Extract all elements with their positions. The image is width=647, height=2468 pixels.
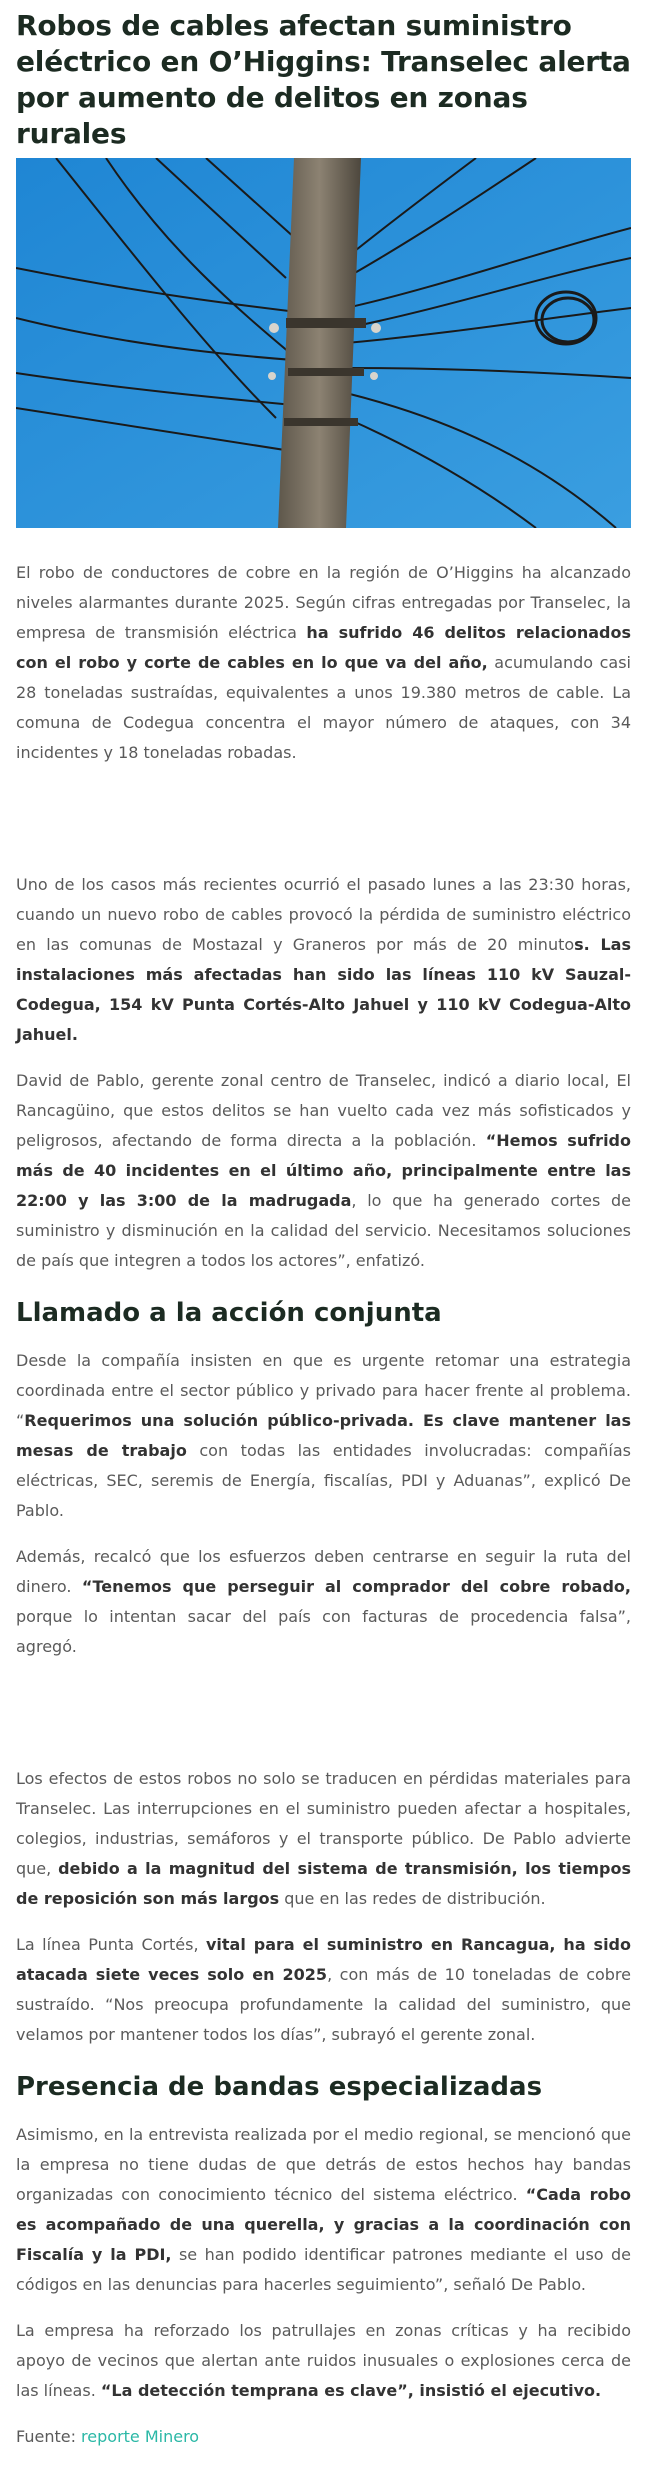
paragraph-6: Los efectos de estos robos no solo se traducen en pérdidas materiales para Transelec. Las interrupciones en el suministro pueden afectar a hospitales, colegios, industrias, semáforos y el transporte público. De Pablo advierte que, debido a la magnitud del sistema de transmisión, los tiempos de reposición son más largos que en las redes de distribución. [16,1769,632,1908]
paragraph-7: La línea Punta Cortés, vital para el suministro en Rancagua, ha sido atacada siete veces solo en 2025, con más de 10 toneladas de cobre sustraído. “Nos preocupa profundamente la calidad del suministro, que velamos por mantener todos los días”, subrayó el gerente zonal. [16,1935,632,2044]
paragraph-9: La empresa ha reforzado los patrullajes en zonas críticas y ha recibido apoyo de vecinos que alertan ante ruidos inusuales o explosiones cerca de las líneas. “La detección temprana es clave”, insistió el ejecutivo. [16,2321,631,2400]
paragraph-4: Desde la compañía insisten en que es urgente retomar una estrategia coordinada entre el sector público y privado para hacer frente al problema. “Requerimos una solución público-privada. Es clave mantener las mesas de trabajo con todas las entidades involucradas: compañías eléctricas, SEC, seremis de Energía, fiscalías, PDI y Aduanas”, explicó De Pablo. [16,1351,632,1520]
section-heading-specialized-gangs: Presencia de bandas especializadas [16,2072,543,2102]
article-title: Robos de cables afectan suministro eléctrico en O’Higgins: Transelec alerta por aumento de delitos en zonas rurales [16,9,631,150]
hero-image [16,158,631,528]
paragraph-8: Asimismo, en la entrevista realizada por el medio regional, se mencionó que la empresa no tiene dudas de que detrás de estos hechos hay bandas organizadas con conocimiento técnico del sistema eléctrico. “Cada robo es acompañado de una querella, y gracias a la coordinación con Fiscalía y la PDI, se han podido identificar patrones mediante el uso de códigos en las denuncias para hacerles seguimiento”, señaló De Pablo. [16,2125,632,2294]
paragraph-1: El robo de conductores de cobre en la región de O’Higgins ha alcanzado niveles alarmantes durante 2025. Según cifras entregadas por Transelec, la empresa de transmisión eléctrica ha sufrido 46 delitos relacionados con el robo y corte de cables en lo que va del año, acumulando casi 28 toneladas sustraídas, equivalentes a unos 19.380 metros de cable. La comuna de Codegua concentra el mayor número de ataques, con 34 incidentes y 18 toneladas robadas. [16,563,632,762]
paragraph-5: Además, recalcó que los esfuerzos deben centrarse en seguir la ruta del dinero. “Tenemos que perseguir al comprador del cobre robado, porque lo intentan sacar del país con facturas de procedencia falsa”, agregó. [16,1547,631,1656]
paragraph-3: David de Pablo, gerente zonal centro de Transelec, indicó a diario local, El Rancagüino, que estos delitos se han vuelto cada vez más sofisticados y peligrosos, afectando de forma directa a la población. “Hemos sufrido más de 40 incidentes en el último año, principalmente entre las 22:00 y las 3:00 de la madrugada, lo que ha generado cortes de suministro y disminución en la calidad del servicio. Necesitamos soluciones de país que integren a todos los actores”, enfatizó. [16,1071,632,1270]
source-link[interactable]: reporte Minero [81,2427,200,2446]
spacer [16,784,631,870]
source-line: Fuente: reporte Minero [16,2427,200,2446]
spacer [16,1678,631,1764]
paragraph-2: Uno de los casos más recientes ocurrió el pasado lunes a las 23:30 horas, cuando un nuevo robo de cables provocó la pérdida de suministro eléctrico en las comunas de Mostazal y Graneros por más de 20 minutos. Las instalaciones más afectadas han sido las líneas 110 kV Sauzal-Codegua, 154 kV Punta Cortés-Alto Jahuel y 110 kV Codegua-Alto Jahuel. [16,875,631,1044]
section-heading-joint-action: Llamado a la acción conjunta [16,1298,442,1328]
